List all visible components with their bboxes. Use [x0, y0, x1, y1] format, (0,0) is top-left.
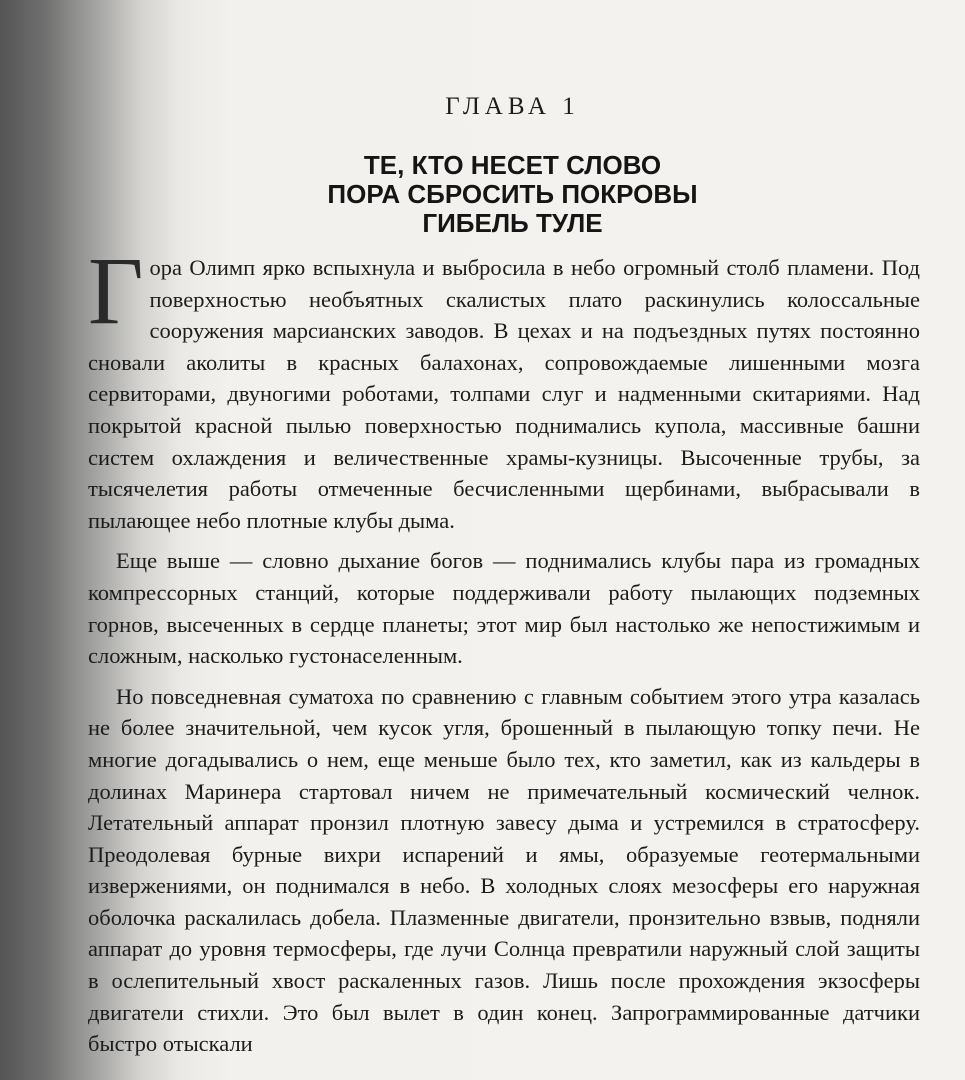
paragraph-1-text: ора Олимп ярко вспыхнула и выбросила в небо огромный столб пламени. Под поверхностью необъятных скалистых плато раскинулись колоссальные сооружения марсианских заводов. В цехах и на подъездных путях постоянно сновали аколиты в красных балахонах, сопровождаемые лишенными мозга сервиторами, двуногими роботами, толпами слуг и надменными скитариями. Над покрытой красной пылью поверхностью поднимались купола, массивные башни систем охлаждения и величественные храмы-кузницы. Высоченные трубы, за тысячелетия работы отмеченные бесчисленными щербинами, выбрасывали в пылающее небо плотные клубы дыма. — [88, 255, 920, 533]
paragraph-1 — [88, 237, 920, 536]
chapter-title-1: ТЕ, КТО НЕСЕТ СЛОВО — [363, 150, 662, 180]
chapter-title-2: ПОРА СБРОСИТЬ ПОКРОВЫ — [327, 179, 698, 209]
chapter-title-3: ГИБЕЛЬ ТУЛЕ — [422, 208, 603, 238]
drop-cap: Г — [88, 237, 144, 344]
body-text — [88, 237, 920, 1060]
paragraph-2: Еще выше — словно дыхание богов — поднимались клубы пара из громадных компрессорных станций, которые поддерживали работу пылающих подземных горнов, высеченных в сердце планеты; этот мир был настолько же непостижимым и сложным, насколько густонаселенным. — [88, 548, 920, 669]
chapter-titles — [0, 151, 965, 238]
chapter-heading: ГЛАВА 1 — [445, 93, 580, 120]
paragraph-3: Но повседневная суматоха по сравнению с главным событием этого утра казалась не более значительной, чем кусок угля, брошенный в пылающую топку печи. Не многие догадывались о нем, еще меньше было тех, кто заметил, как из кальдеры в долинах Маринера стартовал ничем не примечательный космический челнок. Летательный аппарат пронзил плотную завесу дыма и устремился в стратосферу. Преодолевая бурные вихри испарений и ямы, образуемые геотермальными извержениями, он поднимался в небо. В холодных слоях мезосферы его наружная оболочка раскалилась добела. Плазменные двигатели, пронзительно взвыв, подняли аппарат до уровня термосферы, где лучи Солнца превратили наружный слой защиты в ослепительный хвост раскаленных газов. Лишь после прохождения экзосферы двигатели стихли. Это был вылет в один конец. Запрограммированные датчики быстро отыскали — [88, 683, 920, 1057]
